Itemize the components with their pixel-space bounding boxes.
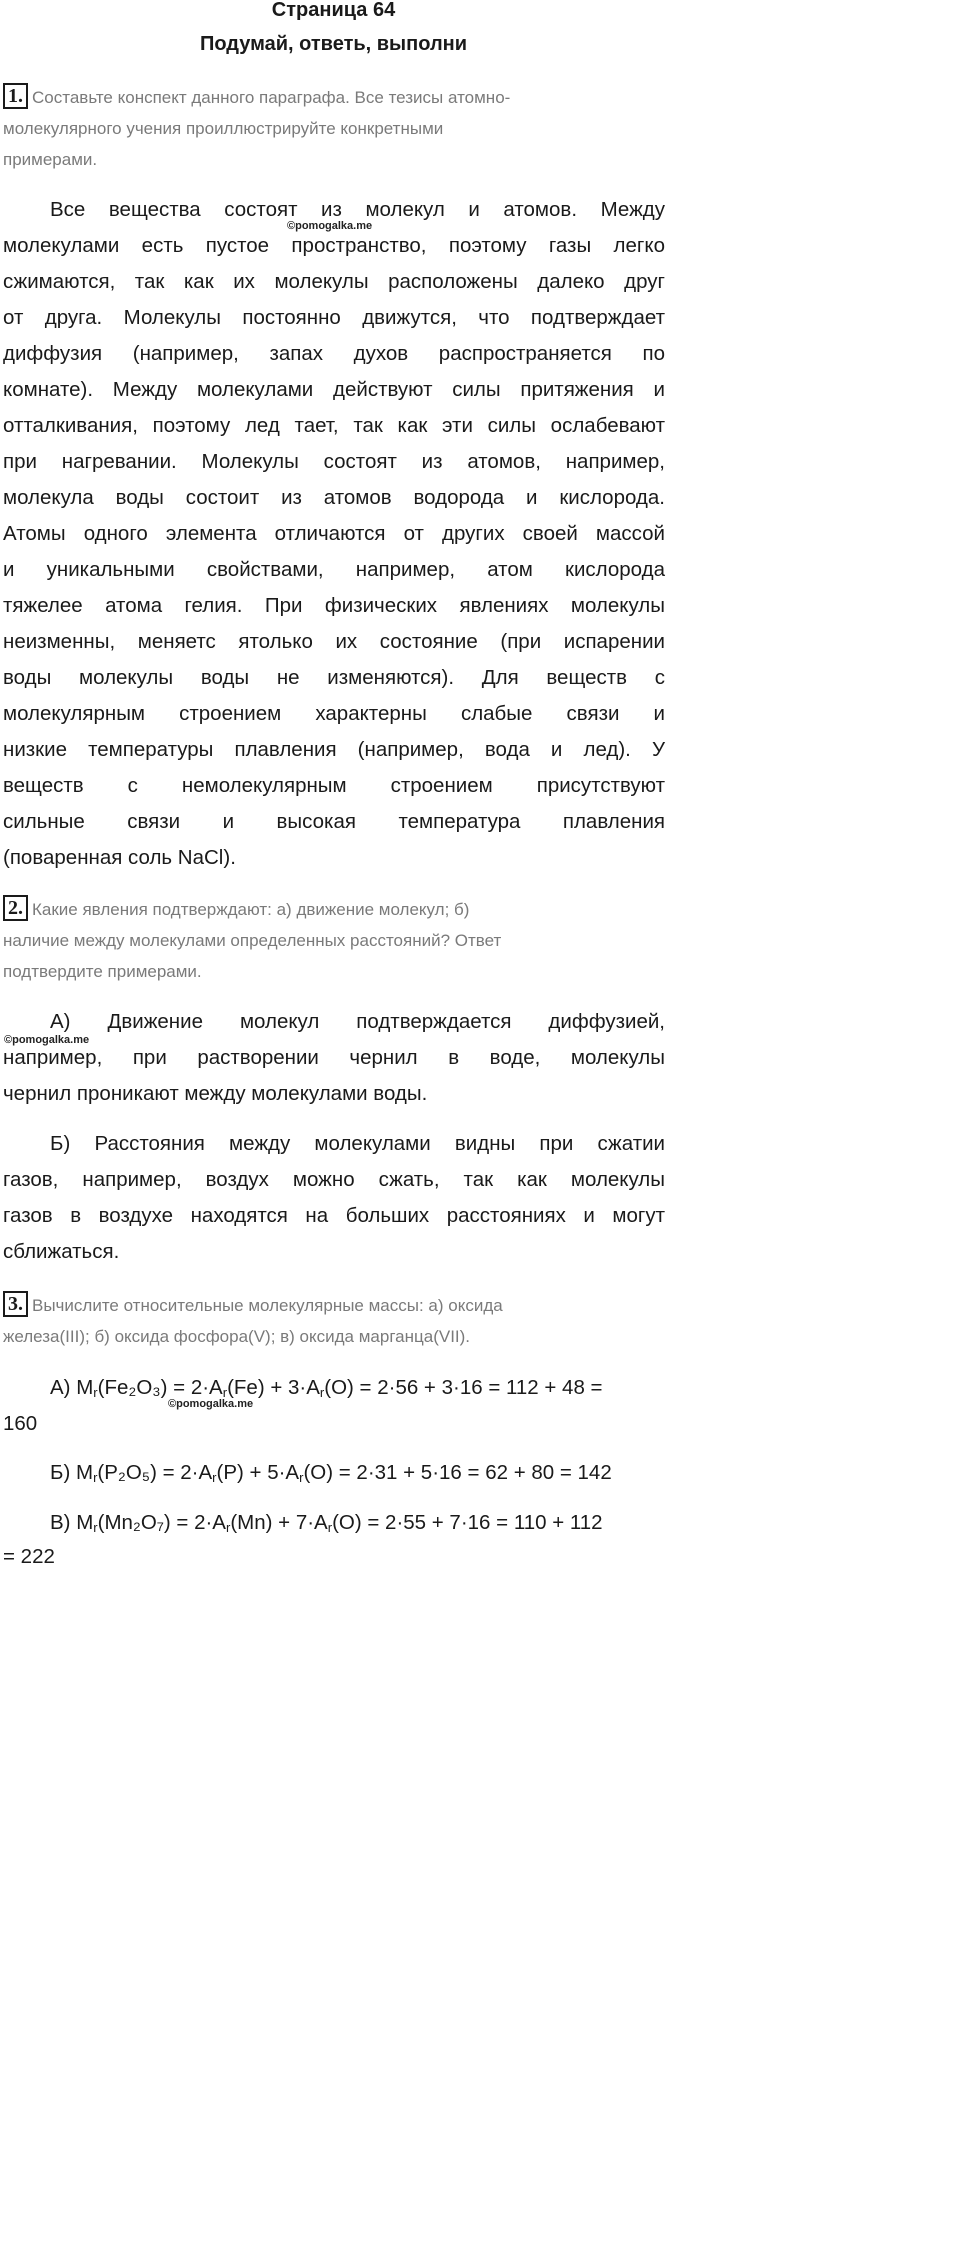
page: [0, 0, 667, 1567]
task-1-answer: Все вещества состоят из молекул и атомов. Между молекулами есть пустое пространство, поэтому газы легко сжимаются, так как их молекулы расположены далеко друг от друга. Молекулы постоянно движутся, что подтверждает диффузия (например, запах духов распространяется по комнате). Между молекулами действуют силы притяжения и отталкивания, поэтому лед тает, так как эти силы ослабевают при нагревании. Молекулы состоят из атомов, например, молекула воды состоит из атомов водорода и кислорода. Атомы одного элемента отличаются от других своей массой и уникальными свойствами, например, атом кислорода тяжелее атома гелия. При физических явлениях молекулы неизменны, меняетс ятолько их состояние (при испарении воды молекулы воды не изменяются). Для веществ с молекулярным строением характерны слабые связи и низкие температуры плавления (например, вода и лед). У веществ с немолекулярным строением присутствуют сильные связи и высокая температура плавления (поваренная соль NaCl).: [3, 198, 665, 869]
task-number: 2.: [3, 895, 28, 921]
watermark: ©pomogalka.me: [168, 1398, 254, 1410]
section-title: Подумай, ответь, выполни: [199, 33, 468, 55]
formula-c-result: = 222: [3, 1545, 55, 1567]
task-2-answer-a: А) Движение молекул подтверждается диффузией, например, при растворении чернил в воде, молекулы чернил проникают между молекулами воды.: [3, 1010, 665, 1105]
formula-a-result: 160: [3, 1412, 38, 1435]
formula-b: Б) $M_r(P_2O_5) = 2\cdot A_r(P) + 5\cdot A_r(O) = 2\cdot 31 + 5\cdot 16 = 62 + 80 = 142$: [50, 1461, 612, 1485]
formula-a: А) $M_r(Fe_2O_3) = 2\cdot A_r(Fe) + 3\cdot A_r(O) = 2\cdot 56 + 3\cdot 16 = 112 + 48$ =: [50, 1376, 603, 1400]
task-1-question: 1. Составьте конспект данного параграфа. Все тезисы атомно- молекулярного учения проиллюстрируйте конкретными примерами.: [3, 85, 511, 169]
task-2-answer-b: Б) Расстояния между молекулами видны при сжатии газов, например, воздух можно сжать, так как молекулы газов в воздухе находятся на больших расстояниях и могут сближаться.: [3, 1132, 665, 1263]
task-2-question: 2. Какие явления подтверждают: а) движение молекул; б) наличие между молекулами определенных расстояний? Ответ подтвердите примерами.: [3, 897, 502, 981]
task-number: 1.: [3, 83, 28, 109]
task-3-question: 3. Вычислите относительные молекулярные массы: а) оксида железа(III); б) оксида фосфора(V); в) оксида марганца(VII).: [3, 1293, 503, 1346]
watermark: ©pomogalka.me: [4, 1034, 90, 1046]
formula-c: В) $M_r(Mn_2O_7) = 2\cdot A_r(Mn) + 7\cdot A_r(O) = 2\cdot 55 + 7\cdot 16 = 110 + 112$: [50, 1511, 603, 1535]
page-title: Страница 64: [271, 0, 396, 21]
watermark: ©pomogalka.me: [287, 220, 373, 232]
task-number: 3.: [3, 1291, 28, 1317]
